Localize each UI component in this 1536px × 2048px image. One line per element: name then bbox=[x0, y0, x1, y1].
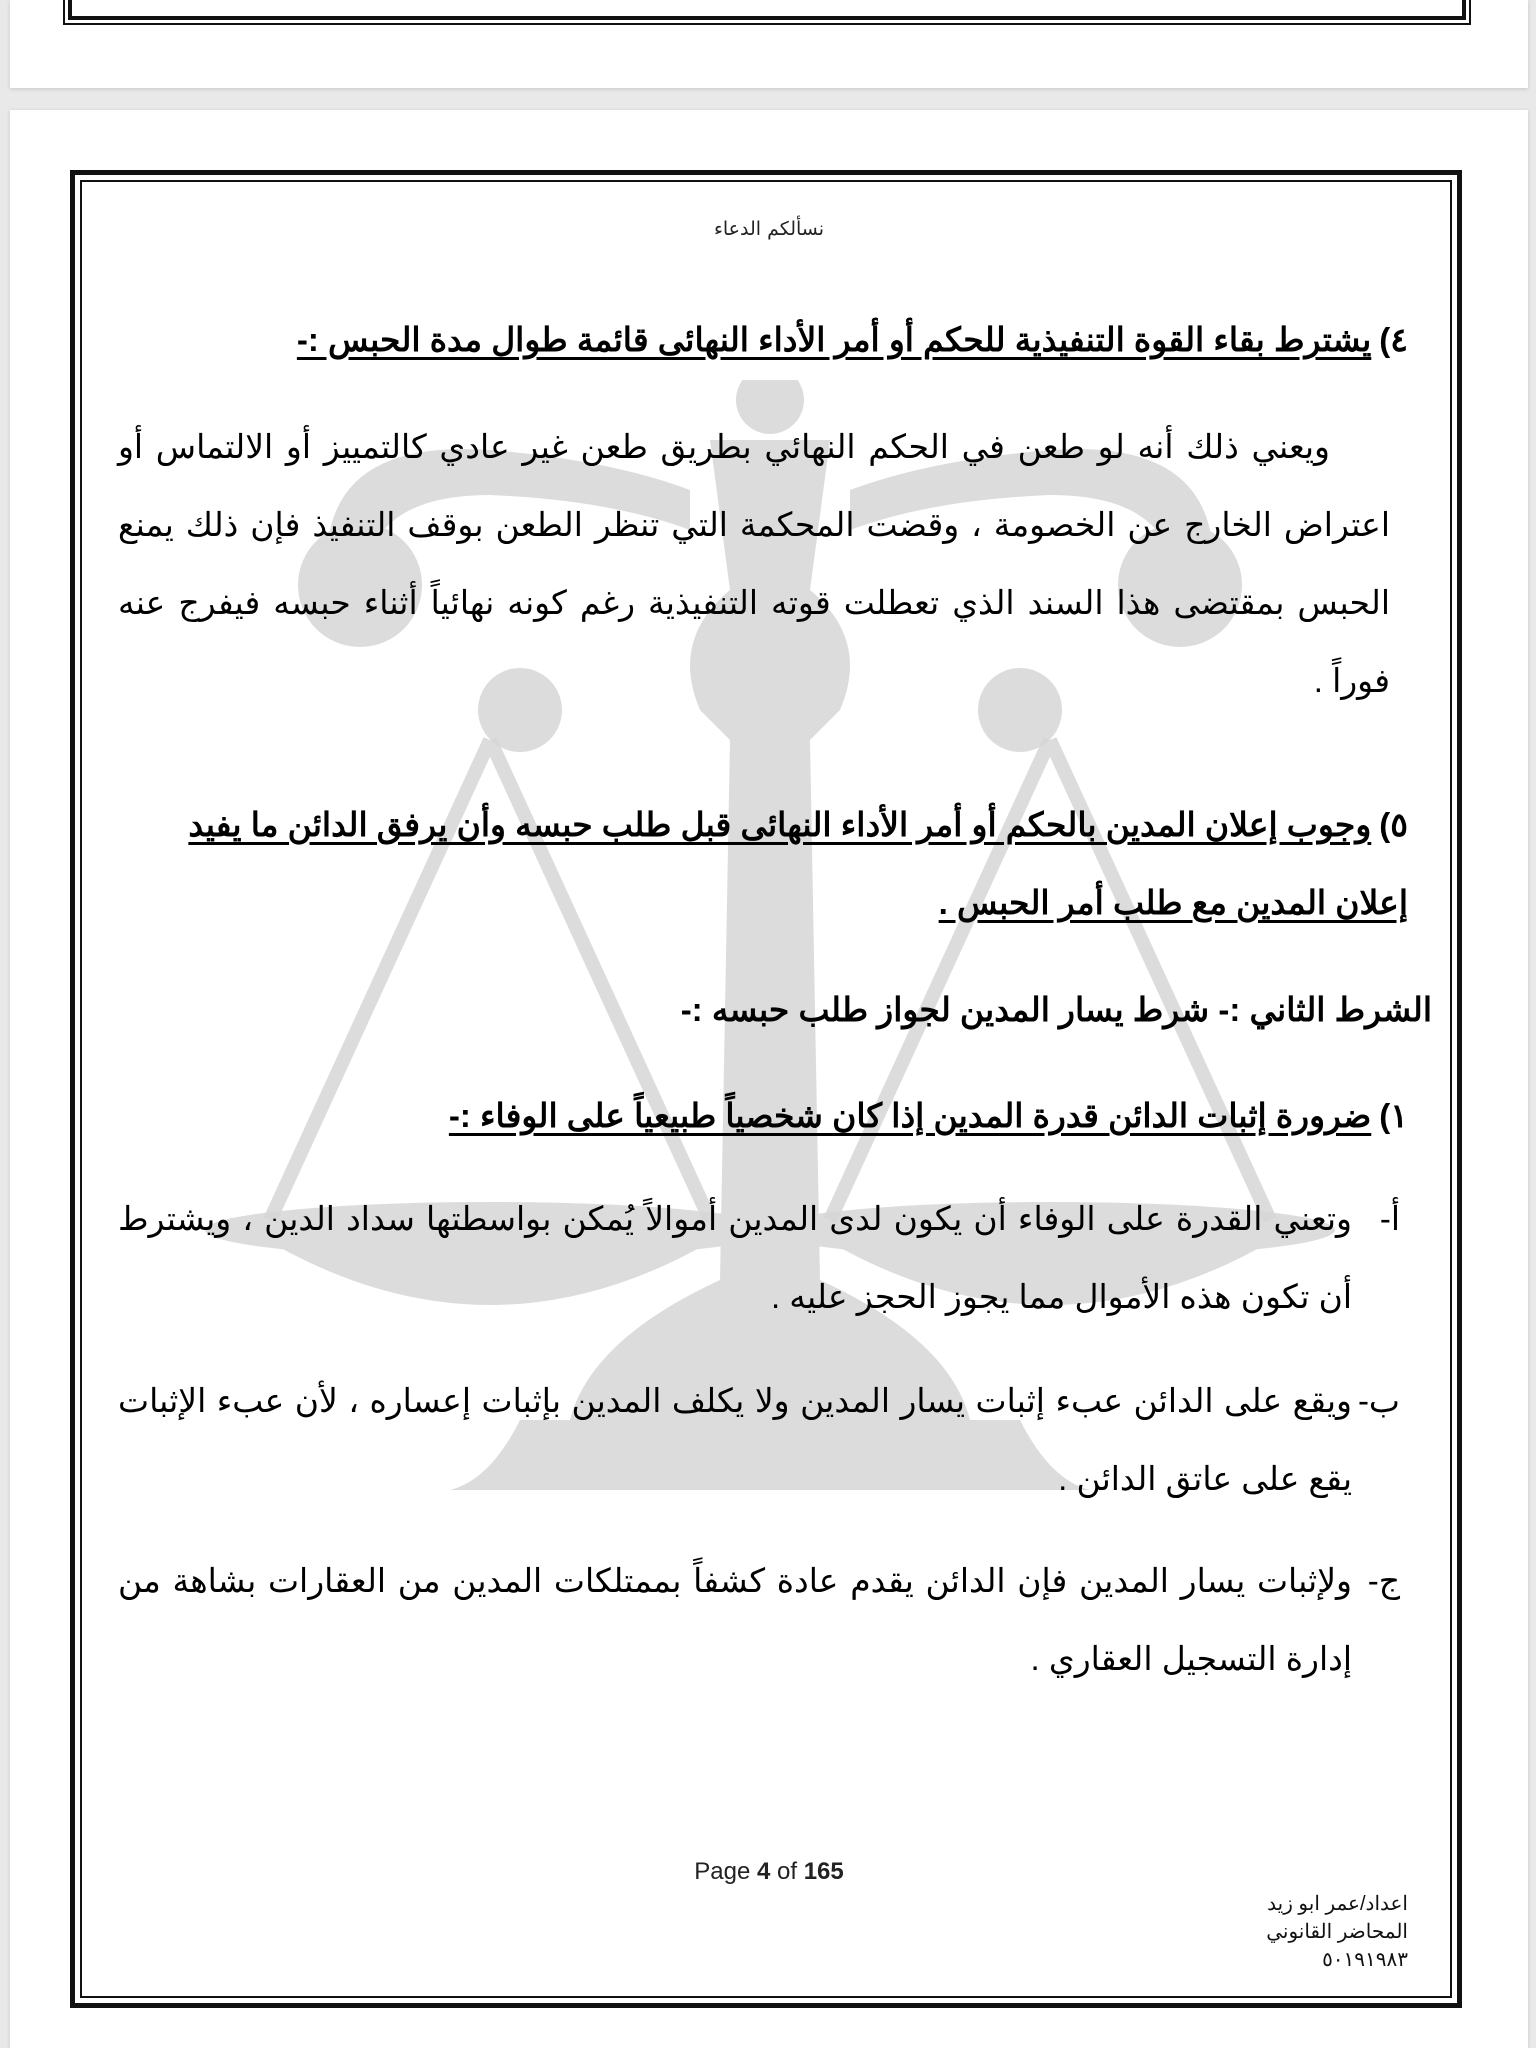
page-prefix: Page bbox=[694, 1858, 751, 1885]
item-c bbox=[118, 1542, 1400, 1698]
document-page bbox=[10, 110, 1528, 2048]
second-condition-heading bbox=[142, 970, 1432, 1050]
second-condition-text: الشرط الثاني :- شرط يسار المدين لجواز طلب حبسه :- bbox=[680, 991, 1432, 1028]
item-a-label: أ- bbox=[1379, 1200, 1400, 1237]
item-a-text: وتعني القدرة على الوفاء أن يكون لدى المدين أموالاً يُمكن بواسطتها سداد الدين ، ويشترط أن تكون هذه الأموال مما يجوز الحجز عليه . bbox=[118, 1200, 1352, 1315]
page-content bbox=[10, 110, 1528, 2048]
point-1-number: ١) bbox=[1379, 1097, 1408, 1134]
previous-page-border bbox=[68, 0, 1466, 20]
header-note: نسألكم الدعاء bbox=[713, 218, 825, 240]
item-b bbox=[118, 1362, 1400, 1518]
page-number bbox=[10, 1858, 1528, 1886]
page-current: 4 bbox=[756, 1858, 771, 1885]
author-footer bbox=[1266, 1890, 1408, 1974]
item-c-label: ج- bbox=[1367, 1562, 1400, 1599]
item-b-text: ويقع على الدائن عبء إثبات يسار المدين ولا يكلف المدين بإثبات إعساره ، لأن عبء الإثبات يقع على عاتق الدائن . bbox=[118, 1382, 1352, 1497]
point-5-heading bbox=[118, 786, 1408, 942]
page-total: 165 bbox=[803, 1858, 844, 1885]
item-b-label: ب- bbox=[1357, 1382, 1400, 1419]
item-c-text: ولإثبات يسار المدين فإن الدائن يقدم عادة كشفاً بممتلكات المدين من العقارات بشاهة من إدارة التسجيل العقاري . bbox=[118, 1562, 1352, 1677]
point-4-paragraph bbox=[118, 408, 1390, 720]
item-a bbox=[118, 1180, 1400, 1336]
footer-author: اعداد/عمر ابو زيد bbox=[1267, 1893, 1408, 1915]
point-4-number: ٤) bbox=[1379, 321, 1408, 358]
footer-role: المحاضر القانوني bbox=[1266, 1921, 1408, 1943]
point-4-title: يشترط بقاء القوة التنفيذية للحكم أو أمر الأداء النهائى قائمة طوال مدة الحبس :- bbox=[296, 321, 1372, 358]
point-5-number: ٥) bbox=[1379, 806, 1408, 843]
point-1-heading bbox=[118, 1076, 1408, 1156]
point-1-title: ضرورة إثبات الدائن قدرة المدين إذا كان شخصياً طبيعياً على الوفاء :- bbox=[448, 1097, 1372, 1134]
previous-page bbox=[10, 0, 1528, 88]
point-4-heading bbox=[118, 300, 1408, 380]
footer-phone: ٥٠١٩١٩٨٣ bbox=[1322, 1949, 1408, 1971]
point-5-title: وجوب إعلان المدين بالحكم أو أمر الأداء النهائى قبل طلب حبسه وأن يرفق الدائن ما يفيد إعلان المدين مع طلب أمر الحبس . bbox=[188, 806, 1408, 921]
point-4-paragraph-text: ويعني ذلك أنه لو طعن في الحكم النهائي بطريق طعن غير عادي كالتمييز أو الالتماس أو اعتراض الخارج عن الخصومة ، وقضت المحكمة التي تنظر الطعن بوقف التنفيذ فإن ذلك يمنع الحبس بمقتضى هذا السند الذي تعطلت قوته التنفيذية رغم كونه نهائياً أثناء حبسه فيفرج عنه فوراً . bbox=[118, 428, 1390, 699]
page-of: of bbox=[777, 1858, 798, 1885]
